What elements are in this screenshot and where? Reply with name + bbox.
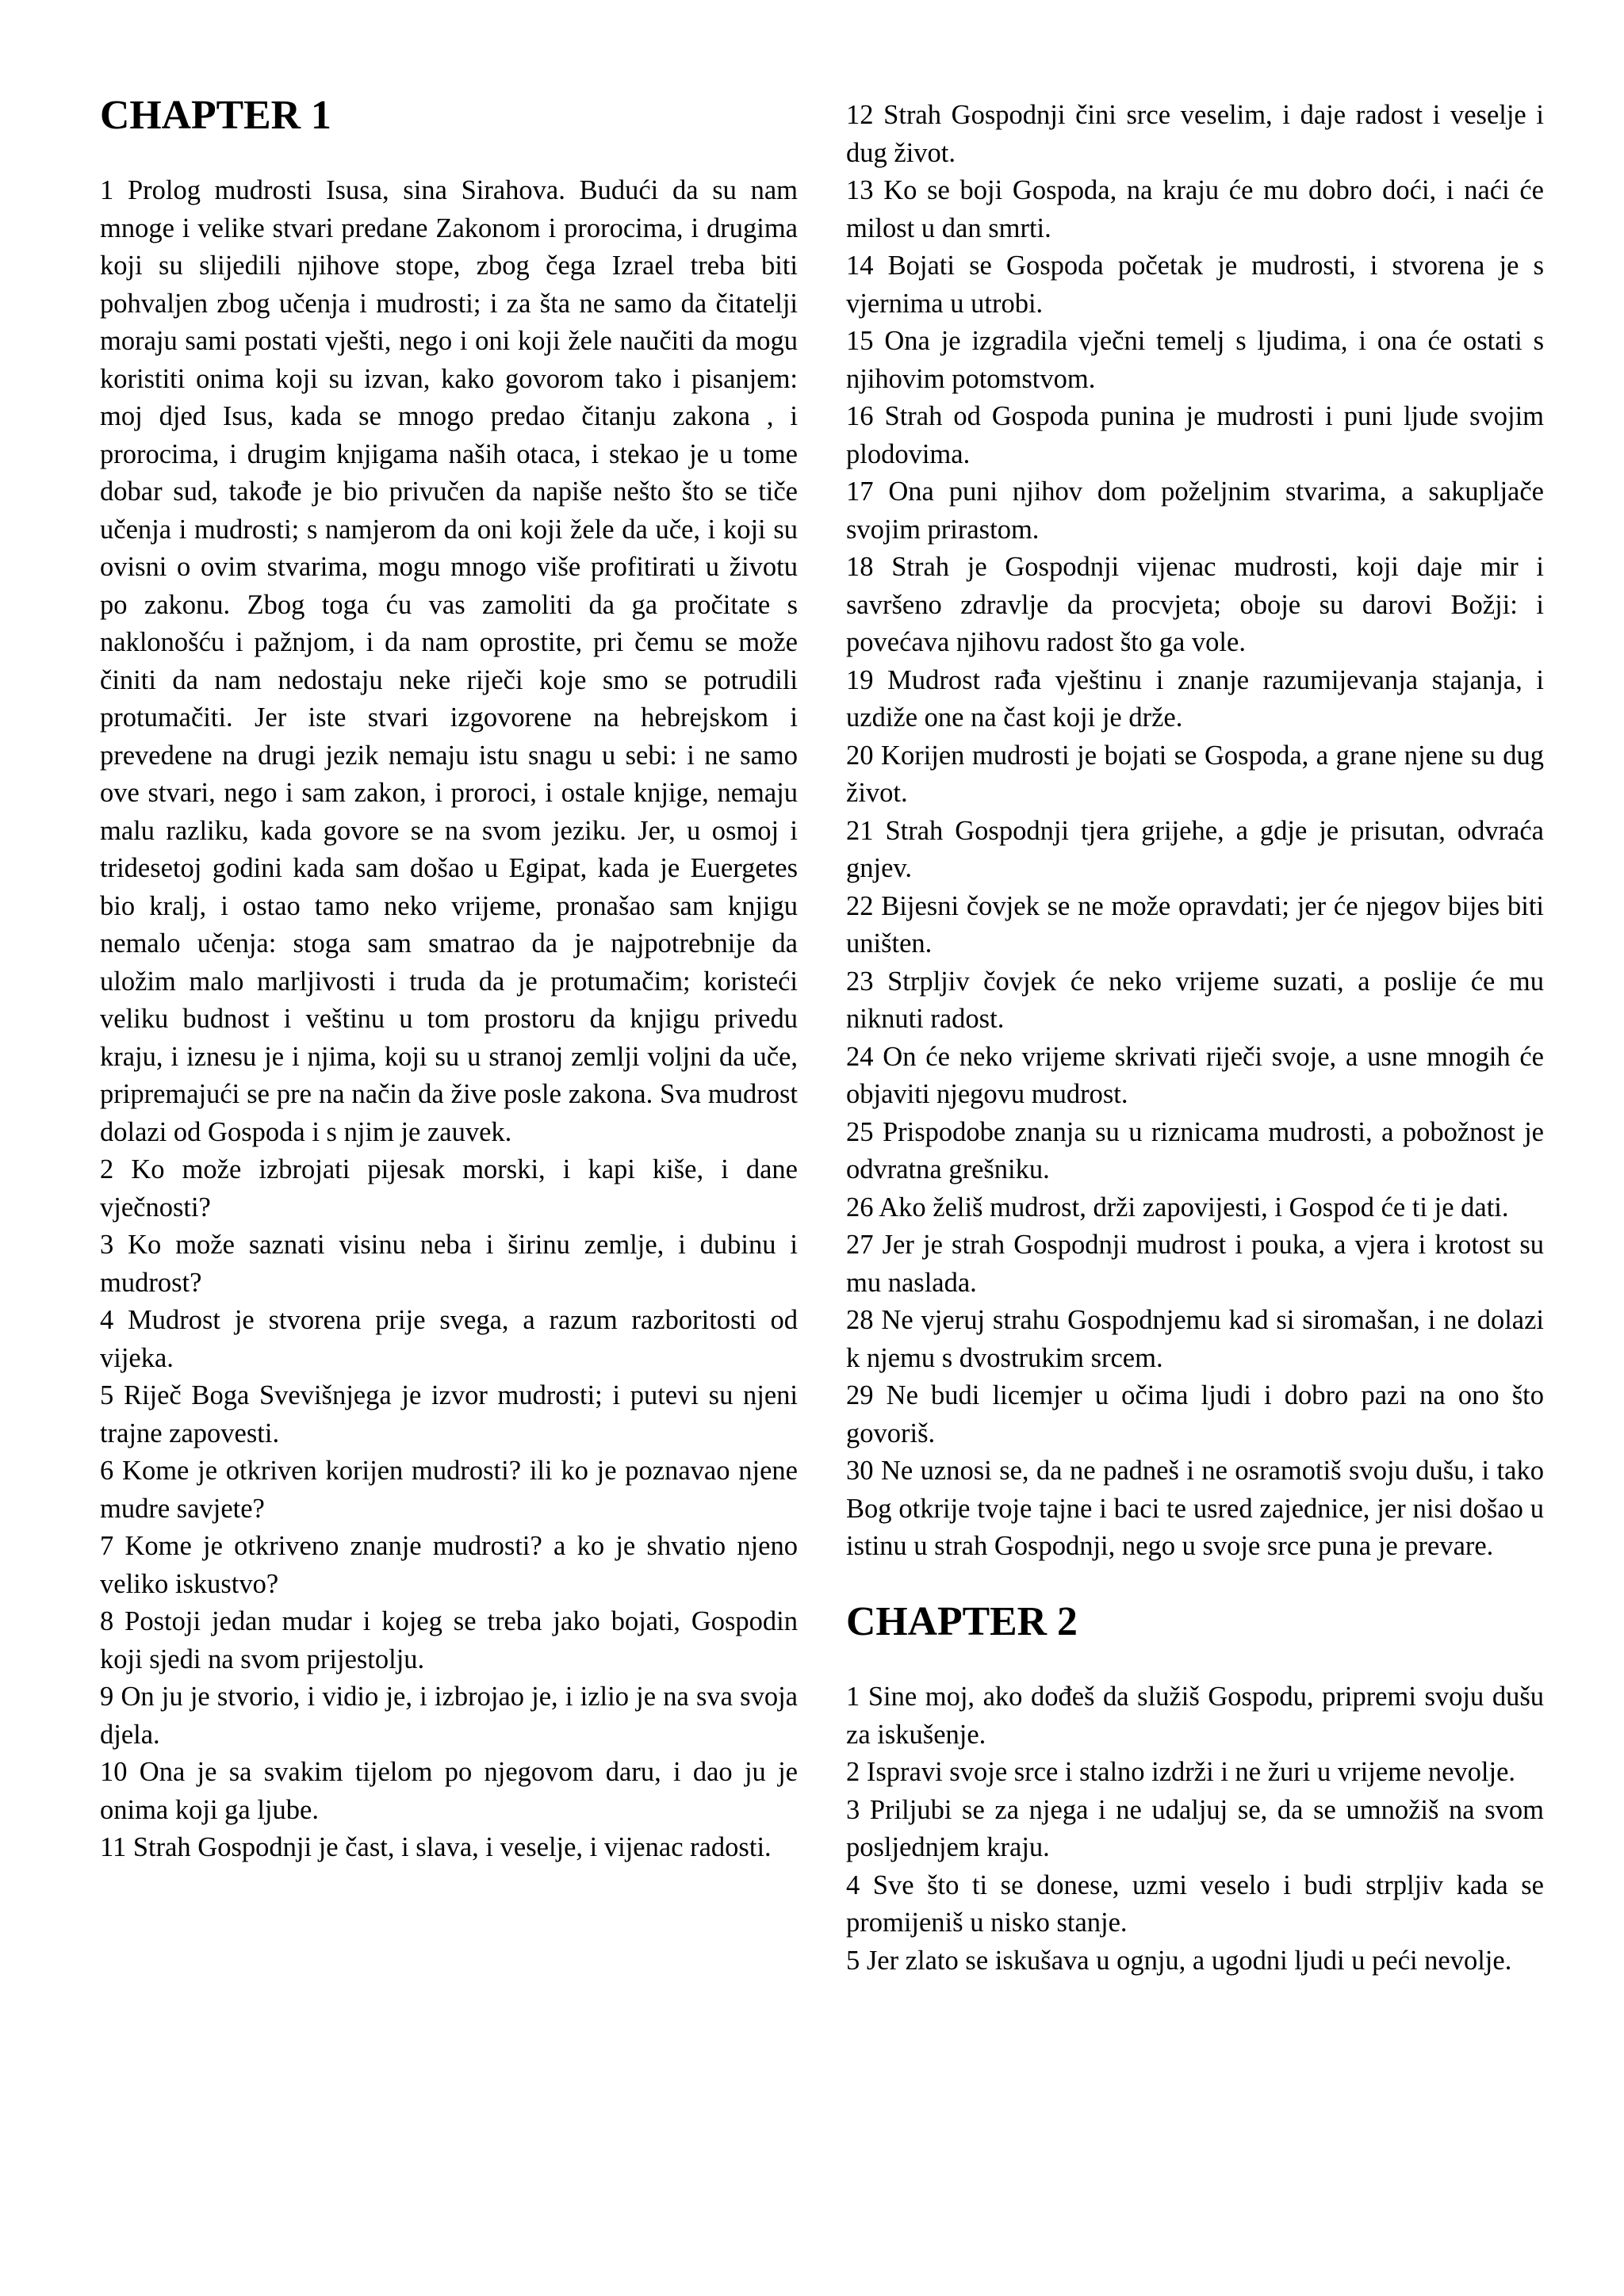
verse-1-19: 19 Mudrost rađa vještinu i znanje razumijevanja stajanja, i uzdiže one na čast koji je drže.	[846, 664, 1544, 733]
verse-1-30: 30 Ne uznosi se, da ne padneš i ne osramotiš svoju dušu, i tako Bog otkrije tvoje tajne i baci te usred zajednice, jer nisi došao u istinu u strah Gospodnji, nego u svoje srce puna je prevare.	[846, 1456, 1544, 1561]
left-column	[100, 93, 798, 1867]
verse-1-5: 5 Riječ Boga Svevišnjega je izvor mudrosti; i putevi su njeni trajne zapovesti.	[100, 1380, 798, 1448]
verse-1-15: 15 Ona je izgradila vječni temelj s ljudima, i ona će ostati s njihovim potomstvom.	[846, 326, 1544, 394]
right-column	[846, 97, 1544, 1980]
verse-2-1: 1 Sine moj, ako dođeš da služiš Gospodu, pripremi svoju dušu za iskušenje.	[846, 1682, 1544, 1750]
verse-1-16: 16 Strah od Gospoda punina je mudrosti i puni ljude svojim plodovima.	[846, 401, 1544, 469]
verse-1-12: 12 Strah Gospodnji čini srce veselim, i daje radost i veselje i dug život.	[846, 100, 1544, 168]
verse-1-3: 3 Ko može saznati visinu neba i širinu zemlje, i dubinu i mudrost?	[100, 1230, 798, 1298]
verse-1-6: 6 Kome je otkriven korijen mudrosti? ili ko je poznavao njene mudre savjete?	[100, 1456, 798, 1524]
verse-1-9: 9 On ju je stvorio, i vidio je, i izbrojao je, i izlio je na sva svoja djela.	[100, 1682, 798, 1750]
verse-1-25: 25 Prispodobe znanja su u riznicama mudrosti, a pobožnost je odvratna grešniku.	[846, 1116, 1544, 1184]
verse-1-21: 21 Strah Gospodnji tjera grijehe, a gdje je prisutan, odvraća gnjev.	[846, 815, 1544, 883]
verse-2-3: 3 Priljubi se za njega i ne udaljuj se, da se umnožiš na svom posljednjem kraju.	[846, 1794, 1544, 1862]
verse-2-4: 4 Sve što ti se donese, uzmi veselo i budi strpljiv kada se promijeniš u nisko stanje.	[846, 1869, 1544, 1938]
chapter-1-heading: CHAPTER 1	[100, 93, 331, 138]
verse-2-5: 5 Jer zlato se iskušava u ognju, a ugodni ljudi u peći nevolje.	[846, 1945, 1512, 1976]
verse-1-17: 17 Ona puni njihov dom poželjnim stvarima, a sakupljače svojim prirastom.	[846, 476, 1544, 545]
verse-1-26: 26 Ako želiš mudrost, drži zapovijesti, i Gospod će ti je dati.	[846, 1192, 1509, 1223]
verse-1-8: 8 Postoji jedan mudar i kojeg se treba jako bojati, Gospodin koji sjedi na svom prijestolju.	[100, 1606, 798, 1674]
verse-1-22: 22 Bijesni čovjek se ne može opravdati; jer će njegov bijes biti uništen.	[846, 890, 1544, 959]
verse-1-11: 11 Strah Gospodnji je čast, i slava, i veselje, i vijenac radosti.	[100, 1832, 772, 1862]
verse-1-10: 10 Ona je sa svakim tijelom po njegovom daru, i dao ju je onima koji ga ljube.	[100, 1757, 798, 1825]
verse-1-24: 24 On će neko vrijeme skrivati riječi svoje, a usne mnogih će objaviti njegovu mudrost.	[846, 1041, 1544, 1109]
verse-1-14: 14 Bojati se Gospoda početak je mudrosti, i stvorena je s vjernima u utrobi.	[846, 251, 1544, 319]
verse-1-4: 4 Mudrost je stvorena prije svega, a razum razboritosti od vijeka.	[100, 1305, 798, 1373]
verse-1-13: 13 Ko se boji Gospoda, na kraju će mu dobro doći, i naći će milost u dan smrti.	[846, 175, 1544, 243]
verse-1-2: 2 Ko može izbrojati pijesak morski, i kapi kiše, i dane vječnosti?	[100, 1154, 798, 1223]
verse-1-1: 1 Prolog mudrosti Isusa, sina Sirahova. Budući da su nam mnoge i velike stvari predane Zakonom i prorocima, i drugima koji su slijedili njihove stope, zbog čega Izrael treba biti pohvaljen zbog učenja i mudrosti; i za šta ne samo da čitatelji moraju sami postati vješti, nego i oni koji žele naučiti da mogu koristiti onima koji su izvan, kako govorom tako i pisanjem: moj djed Isus, kada se mnogo predao čitanju zakona , i prorocima, i drugim knjigama naših otaca, i stekao je u tome dobar sud, takođe je bio privučen da napiše nešto što se tiče učenja i mudrosti; s namjerom da oni koji žele da uče, i koji su ovisni o ovim stvarima, mogu mnogo više profitirati u životu po zakonu. Zbog toga ću vas zamoliti da ga pročitate s naklonošću i pažnjom, i da nam oprostite, pri čemu se može činiti da nam nedostaju neke riječi koje smo se potrudili protumačiti. Jer iste stvari izgovorene na hebrejskom i prevedene na drugi jezik nemaju istu snagu u sebi: i ne samo ove stvari, nego i sam zakon, i proroci, i ostale knjige, nemaju malu razliku, kada govore se na svom jeziku. Jer, u osmoj i tridesetoj godini kada sam došao u Egipat, kada je Euergetes bio kralj, i ostao tamo neko vrijeme, pronašao sam knjigu nemalo učenja: stoga sam smatrao da je najpotrebnije da uložim malo marljivosti i truda da je protumačim; koristeći veliku budnost i veštinu u tom prostoru da knjigu privedu kraju, i iznesu je i njima, koji su u stranoj zemlji voljni da uče, pripremajući se pre na način da žive posle zakona. Sva mudrost dolazi od Gospoda i s njim je zauvek.	[100, 175, 798, 1147]
verse-1-28: 28 Ne vjeruj strahu Gospodnjemu kad si siromašan, i ne dolazi k njemu s dvostrukim srcem.	[846, 1305, 1544, 1373]
verse-1-7: 7 Kome je otkriveno znanje mudrosti? a ko je shvatio njeno veliko iskustvo?	[100, 1531, 798, 1599]
verse-2-2: 2 Ispravi svoje srce i stalno izdrži i ne žuri u vrijeme nevolje.	[846, 1757, 1516, 1787]
chapter-2-heading: CHAPTER 2	[846, 1599, 1078, 1644]
verse-1-18: 18 Strah je Gospodnji vijenac mudrosti, koji daje mir i savršeno zdravlje da procvjeta; oboje su darovi Božji: i povećava njihovu radost što ga vole.	[846, 552, 1544, 657]
verse-1-27: 27 Jer je strah Gospodnji mudrost i pouka, a vjera i krotost su mu naslada.	[846, 1230, 1544, 1298]
verse-1-23: 23 Strpljiv čovjek će neko vrijeme suzati, a poslije će mu niknuti radost.	[846, 966, 1544, 1034]
verse-1-29: 29 Ne budi licemjer u očima ljudi i dobro pazi na ono što govoriš.	[846, 1380, 1544, 1448]
verse-1-20: 20 Korijen mudrosti je bojati se Gospoda, a grane njene su dug život.	[846, 740, 1544, 808]
